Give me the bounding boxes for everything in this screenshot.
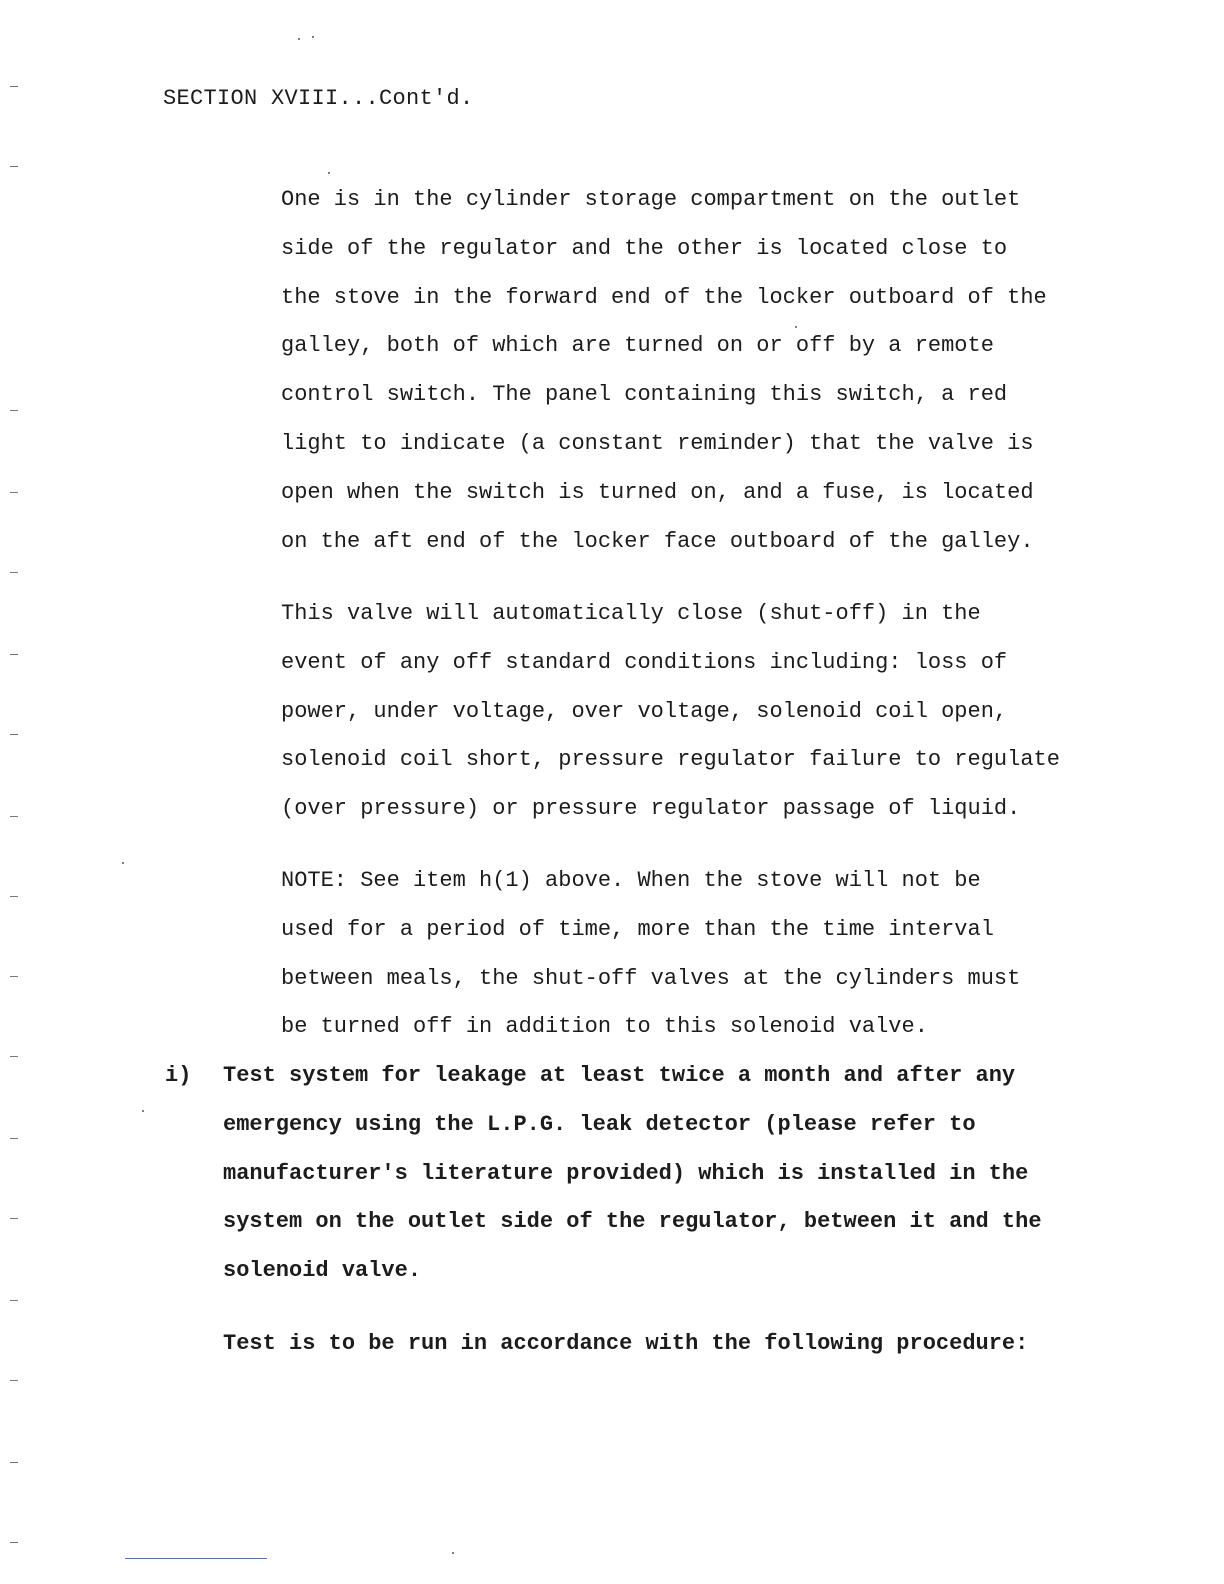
text-line: light to indicate (a constant reminder) that the valve is [281, 430, 1034, 456]
margin-tick [10, 976, 18, 977]
footnote-rule [125, 1558, 267, 1559]
text-line: event of any off standard conditions including: loss of [281, 649, 1008, 675]
procedure-intro [223, 1320, 1028, 1369]
margin-tick [10, 1218, 18, 1219]
text-line: Test is to be run in accordance with the following procedure: [223, 1331, 1029, 1356]
item-marker: i) [165, 1063, 192, 1088]
text-line: solenoid coil short, pressure regulator failure to regulate [281, 747, 1060, 773]
scan-speck [298, 38, 300, 40]
section-header: SECTION XVIII...Cont'd. [163, 86, 474, 111]
text-line: the stove in the forward end of the locker outboard of the [281, 284, 1047, 310]
margin-tick [10, 86, 18, 87]
margin-tick [10, 1056, 18, 1057]
scan-speck [312, 36, 314, 38]
margin-tick [10, 572, 18, 573]
paragraph-automatic-shutoff [281, 590, 1060, 834]
margin-tick [10, 654, 18, 655]
text-line: (over pressure) or pressure regulator passage of liquid. [281, 796, 1021, 822]
margin-tick [10, 816, 18, 817]
text-line: emergency using the L.P.G. leak detector (please refer to [223, 1111, 976, 1137]
text-line: between meals, the shut-off valves at the cylinders must [281, 965, 1021, 991]
text-line: open when the switch is turned on, and a fuse, is located [281, 479, 1034, 505]
text-line: galley, both of which are turned on or off by a remote [281, 333, 994, 359]
scan-speck [122, 862, 124, 864]
text-line: This valve will automatically close (shut-off) in the [281, 601, 981, 626]
text-line: on the aft end of the locker face outboard of the galley. [281, 528, 1034, 554]
text-line: Test system for leakage at least twice a month and after any [223, 1063, 1016, 1088]
margin-tick [10, 1300, 18, 1301]
scan-speck [452, 1552, 454, 1554]
scan-speck [795, 326, 797, 328]
margin-tick [10, 1462, 18, 1463]
note-paragraph [281, 857, 1020, 1052]
margin-tick [10, 492, 18, 493]
margin-tick [10, 166, 18, 167]
margin-tick [10, 1542, 18, 1543]
text-line: control switch. The panel containing this switch, a red [281, 382, 1008, 408]
item-i-leak-test [223, 1052, 1042, 1296]
margin-tick [10, 734, 18, 735]
margin-tick [10, 896, 18, 897]
margin-tick [10, 410, 18, 411]
margin-tick [10, 1380, 18, 1381]
text-line: power, under voltage, over voltage, solenoid coil open, [281, 698, 1008, 724]
text-line: be turned off in addition to this solenoid valve. [281, 1014, 928, 1040]
text-line: manufacturer's literature provided) which is installed in the [223, 1160, 1029, 1186]
scan-speck [328, 172, 330, 174]
paragraph-solenoid-valve-location [281, 176, 1047, 566]
margin-tick [10, 1138, 18, 1139]
text-line: One is in the cylinder storage compartment on the outlet [281, 187, 1021, 212]
text-line: NOTE: See item h(1) above. When the stove will not be [281, 868, 981, 893]
scan-speck [142, 1110, 144, 1112]
text-line: used for a period of time, more than the time interval [281, 916, 994, 942]
text-line: side of the regulator and the other is located close to [281, 235, 1008, 261]
text-line: solenoid valve. [223, 1258, 422, 1284]
text-line: system on the outlet side of the regulator, between it and the [223, 1209, 1042, 1235]
